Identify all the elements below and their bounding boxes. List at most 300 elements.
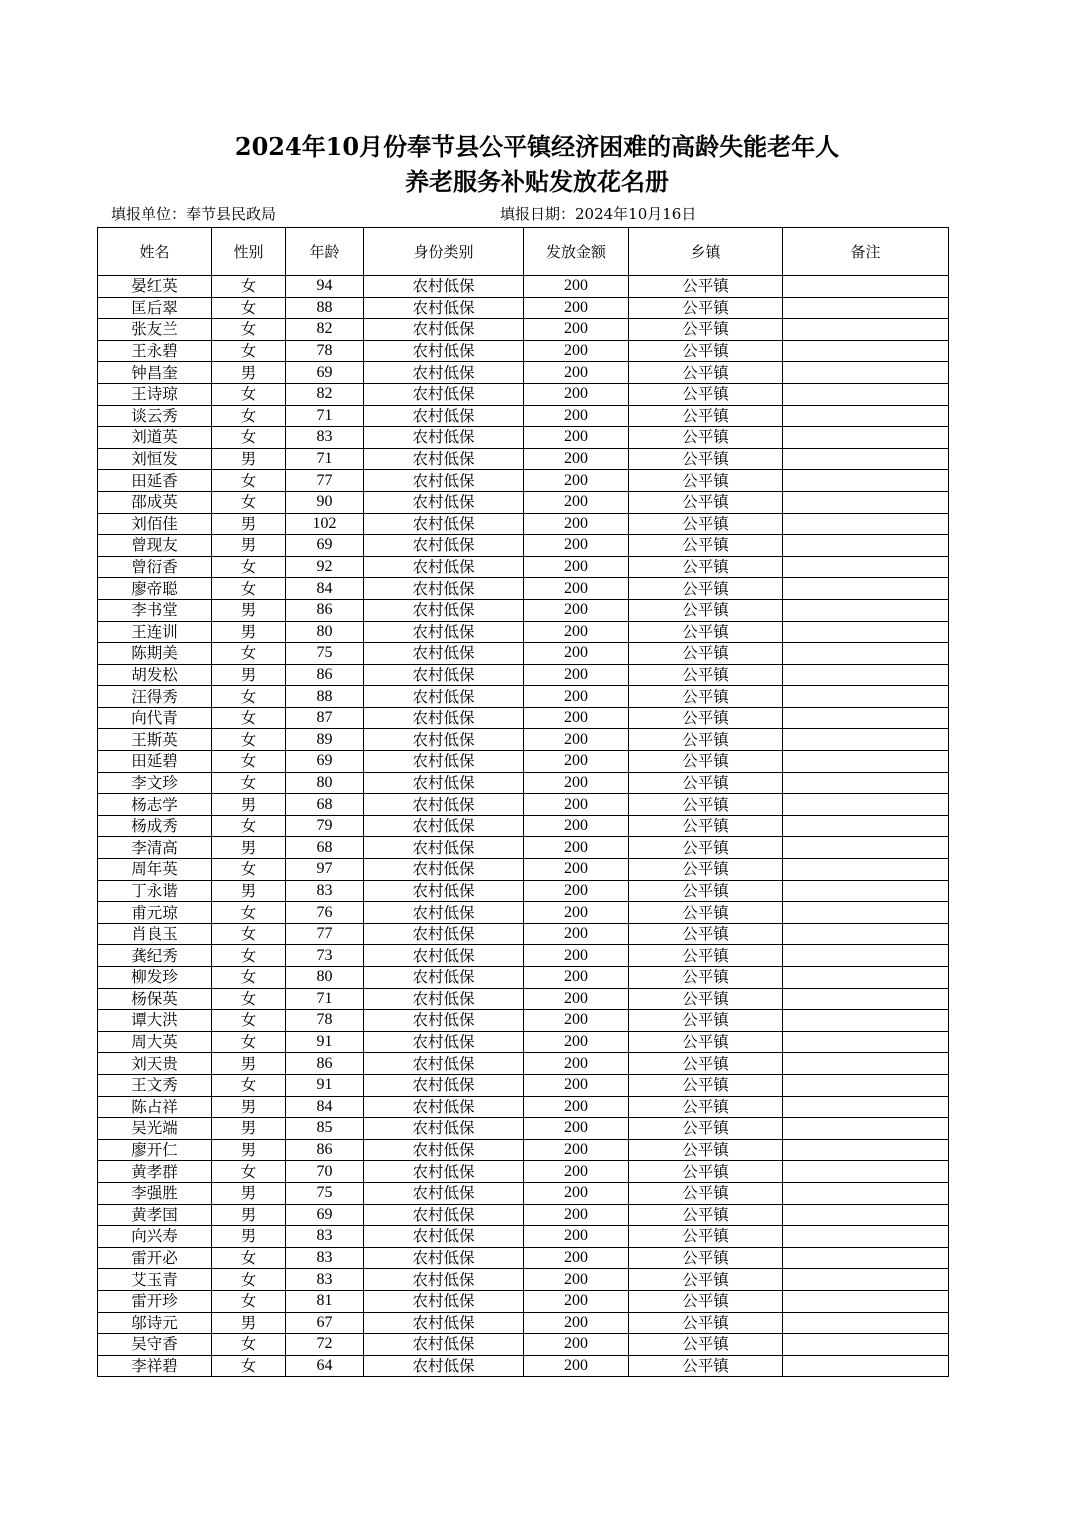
cell-gender: 男 (212, 1139, 286, 1161)
cell-name: 肖良玉 (98, 923, 212, 945)
cell-remarks (783, 686, 949, 708)
table-row (98, 1355, 949, 1377)
cell-identity-type: 农村低保 (364, 643, 524, 665)
table-row (98, 578, 949, 600)
table-row (98, 535, 949, 557)
cell-amount: 200 (524, 1290, 629, 1312)
cell-identity-type: 农村低保 (364, 1096, 524, 1118)
table-row (98, 1161, 949, 1183)
cell-amount: 200 (524, 535, 629, 557)
table-row (98, 1226, 949, 1248)
cell-gender: 女 (212, 967, 286, 989)
cell-identity-type: 农村低保 (364, 535, 524, 557)
cell-gender: 男 (212, 513, 286, 535)
cell-name: 王永碧 (98, 340, 212, 362)
cell-identity-type: 农村低保 (364, 470, 524, 492)
table-row (98, 621, 949, 643)
cell-township: 公平镇 (629, 686, 783, 708)
cell-identity-type: 农村低保 (364, 297, 524, 319)
cell-gender: 女 (212, 923, 286, 945)
cell-gender: 男 (212, 599, 286, 621)
cell-remarks (783, 1031, 949, 1053)
cell-gender: 女 (212, 1269, 286, 1291)
cell-name: 刘恒发 (98, 448, 212, 470)
cell-identity-type: 农村低保 (364, 513, 524, 535)
cell-township: 公平镇 (629, 707, 783, 729)
cell-identity-type: 农村低保 (364, 1226, 524, 1248)
cell-name: 甫元琼 (98, 902, 212, 924)
cell-name: 邬诗元 (98, 1312, 212, 1334)
cell-gender: 女 (212, 643, 286, 665)
cell-identity-type: 农村低保 (364, 1247, 524, 1269)
table-row (98, 340, 949, 362)
cell-remarks (783, 923, 949, 945)
cell-amount: 200 (524, 664, 629, 686)
cell-identity-type: 农村低保 (364, 988, 524, 1010)
cell-amount: 200 (524, 1247, 629, 1269)
cell-township: 公平镇 (629, 427, 783, 449)
cell-township: 公平镇 (629, 340, 783, 362)
cell-remarks (783, 340, 949, 362)
cell-township: 公平镇 (629, 319, 783, 341)
cell-name: 陈期美 (98, 643, 212, 665)
cell-remarks (783, 1355, 949, 1377)
cell-amount: 200 (524, 1096, 629, 1118)
cell-township: 公平镇 (629, 664, 783, 686)
cell-identity-type: 农村低保 (364, 578, 524, 600)
document-title-line1: 2024年10月份奉节县公平镇经济困难的高龄失能老年人 (234, 132, 840, 161)
cell-township: 公平镇 (629, 988, 783, 1010)
table-row (98, 319, 949, 341)
table-row (98, 1118, 949, 1140)
cell-township: 公平镇 (629, 1290, 783, 1312)
cell-gender: 女 (212, 383, 286, 405)
cell-name: 陈占祥 (98, 1096, 212, 1118)
cell-amount: 200 (524, 902, 629, 924)
table-row (98, 945, 949, 967)
table-row (98, 729, 949, 751)
cell-age: 91 (286, 1031, 364, 1053)
cell-gender: 女 (212, 1161, 286, 1183)
cell-name: 胡发松 (98, 664, 212, 686)
table-row (98, 1031, 949, 1053)
cell-amount: 200 (524, 729, 629, 751)
cell-amount: 200 (524, 1355, 629, 1377)
cell-remarks (783, 621, 949, 643)
cell-township: 公平镇 (629, 1139, 783, 1161)
cell-remarks (783, 1118, 949, 1140)
cell-age: 79 (286, 815, 364, 837)
cell-remarks (783, 491, 949, 513)
cell-remarks (783, 448, 949, 470)
table-row (98, 1182, 949, 1204)
cell-remarks (783, 535, 949, 557)
cell-name: 汪得秀 (98, 686, 212, 708)
header-identity-type: 身份类别 (364, 228, 524, 276)
cell-township: 公平镇 (629, 967, 783, 989)
cell-age: 77 (286, 923, 364, 945)
header-name: 姓名 (98, 228, 212, 276)
table-row (98, 643, 949, 665)
cell-gender: 女 (212, 707, 286, 729)
cell-age: 70 (286, 1161, 364, 1183)
cell-name: 田延碧 (98, 751, 212, 773)
table-row (98, 1139, 949, 1161)
cell-amount: 200 (524, 297, 629, 319)
cell-amount: 200 (524, 1010, 629, 1032)
cell-amount: 200 (524, 276, 629, 298)
cell-township: 公平镇 (629, 751, 783, 773)
cell-amount: 200 (524, 1334, 629, 1356)
cell-gender: 女 (212, 405, 286, 427)
cell-township: 公平镇 (629, 1118, 783, 1140)
cell-township: 公平镇 (629, 794, 783, 816)
cell-remarks (783, 1290, 949, 1312)
cell-amount: 200 (524, 967, 629, 989)
cell-gender: 男 (212, 664, 286, 686)
cell-remarks (783, 902, 949, 924)
cell-remarks (783, 1182, 949, 1204)
cell-gender: 女 (212, 319, 286, 341)
cell-amount: 200 (524, 1053, 629, 1075)
cell-gender: 女 (212, 470, 286, 492)
cell-name: 周大英 (98, 1031, 212, 1053)
table-row (98, 297, 949, 319)
cell-gender: 女 (212, 902, 286, 924)
cell-township: 公平镇 (629, 772, 783, 794)
cell-remarks (783, 664, 949, 686)
cell-township: 公平镇 (629, 578, 783, 600)
cell-identity-type: 农村低保 (364, 383, 524, 405)
table-row (98, 405, 949, 427)
cell-remarks (783, 1096, 949, 1118)
cell-identity-type: 农村低保 (364, 1161, 524, 1183)
cell-remarks (783, 556, 949, 578)
cell-name: 周年英 (98, 859, 212, 881)
cell-amount: 200 (524, 1118, 629, 1140)
cell-remarks (783, 1010, 949, 1032)
cell-age: 69 (286, 751, 364, 773)
cell-township: 公平镇 (629, 1204, 783, 1226)
cell-township: 公平镇 (629, 621, 783, 643)
cell-age: 87 (286, 707, 364, 729)
cell-township: 公平镇 (629, 1269, 783, 1291)
cell-remarks (783, 967, 949, 989)
cell-identity-type: 农村低保 (364, 1312, 524, 1334)
table-row (98, 815, 949, 837)
cell-age: 75 (286, 643, 364, 665)
cell-gender: 男 (212, 837, 286, 859)
table-row (98, 513, 949, 535)
cell-age: 102 (286, 513, 364, 535)
cell-age: 89 (286, 729, 364, 751)
cell-name: 李书堂 (98, 599, 212, 621)
cell-township: 公平镇 (629, 1247, 783, 1269)
cell-amount: 200 (524, 491, 629, 513)
cell-name: 丁永谐 (98, 880, 212, 902)
table-row (98, 383, 949, 405)
cell-remarks (783, 729, 949, 751)
table-row (98, 1074, 949, 1096)
fill-unit: 填报单位：奉节县民政局 (111, 205, 277, 223)
cell-remarks (783, 470, 949, 492)
cell-amount: 200 (524, 556, 629, 578)
cell-gender: 男 (212, 621, 286, 643)
table-row (98, 772, 949, 794)
cell-gender: 女 (212, 988, 286, 1010)
cell-age: 71 (286, 405, 364, 427)
cell-age: 68 (286, 837, 364, 859)
cell-township: 公平镇 (629, 859, 783, 881)
table-row (98, 276, 949, 298)
cell-identity-type: 农村低保 (364, 794, 524, 816)
cell-township: 公平镇 (629, 729, 783, 751)
cell-identity-type: 农村低保 (364, 1355, 524, 1377)
cell-township: 公平镇 (629, 556, 783, 578)
cell-name: 晏红英 (98, 276, 212, 298)
cell-gender: 男 (212, 1204, 286, 1226)
cell-gender: 女 (212, 1355, 286, 1377)
table-row (98, 902, 949, 924)
cell-gender: 女 (212, 1290, 286, 1312)
cell-township: 公平镇 (629, 297, 783, 319)
cell-gender: 女 (212, 859, 286, 881)
cell-amount: 200 (524, 1226, 629, 1248)
table-row (98, 1010, 949, 1032)
cell-identity-type: 农村低保 (364, 1334, 524, 1356)
cell-name: 王连训 (98, 621, 212, 643)
cell-gender: 女 (212, 1010, 286, 1032)
header-age: 年龄 (286, 228, 364, 276)
cell-identity-type: 农村低保 (364, 1204, 524, 1226)
cell-remarks (783, 362, 949, 384)
cell-age: 77 (286, 470, 364, 492)
cell-amount: 200 (524, 513, 629, 535)
cell-gender: 男 (212, 1226, 286, 1248)
cell-remarks (783, 1139, 949, 1161)
cell-amount: 200 (524, 923, 629, 945)
cell-age: 82 (286, 319, 364, 341)
cell-township: 公平镇 (629, 815, 783, 837)
cell-remarks (783, 1226, 949, 1248)
cell-gender: 男 (212, 1096, 286, 1118)
header-gender: 性别 (212, 228, 286, 276)
cell-remarks (783, 751, 949, 773)
cell-gender: 女 (212, 1247, 286, 1269)
fill-date: 填报日期：2024年10月16日 (500, 205, 697, 223)
cell-remarks (783, 772, 949, 794)
cell-remarks (783, 1074, 949, 1096)
cell-identity-type: 农村低保 (364, 1269, 524, 1291)
cell-age: 83 (286, 1226, 364, 1248)
cell-name: 刘道英 (98, 427, 212, 449)
cell-age: 75 (286, 1182, 364, 1204)
cell-name: 艾玉青 (98, 1269, 212, 1291)
cell-amount: 200 (524, 340, 629, 362)
cell-township: 公平镇 (629, 902, 783, 924)
cell-remarks (783, 405, 949, 427)
cell-name: 杨保英 (98, 988, 212, 1010)
cell-identity-type: 农村低保 (364, 1031, 524, 1053)
cell-gender: 男 (212, 880, 286, 902)
table-row (98, 1290, 949, 1312)
table-row (98, 1053, 949, 1075)
cell-name: 李文珍 (98, 772, 212, 794)
cell-amount: 200 (524, 1182, 629, 1204)
cell-age: 83 (286, 1247, 364, 1269)
table-row (98, 1312, 949, 1334)
cell-name: 廖开仁 (98, 1139, 212, 1161)
cell-age: 80 (286, 967, 364, 989)
cell-gender: 男 (212, 1053, 286, 1075)
table-row (98, 427, 949, 449)
cell-township: 公平镇 (629, 1031, 783, 1053)
cell-gender: 女 (212, 1031, 286, 1053)
cell-age: 71 (286, 448, 364, 470)
cell-remarks (783, 297, 949, 319)
cell-amount: 200 (524, 427, 629, 449)
cell-township: 公平镇 (629, 923, 783, 945)
cell-name: 向代青 (98, 707, 212, 729)
cell-amount: 200 (524, 772, 629, 794)
cell-name: 邵成英 (98, 491, 212, 513)
cell-remarks (783, 988, 949, 1010)
cell-name: 张友兰 (98, 319, 212, 341)
table-row (98, 707, 949, 729)
cell-name: 钟昌奎 (98, 362, 212, 384)
cell-name: 王诗琼 (98, 383, 212, 405)
cell-gender: 女 (212, 340, 286, 362)
cell-gender: 女 (212, 491, 286, 513)
cell-age: 73 (286, 945, 364, 967)
cell-name: 田延香 (98, 470, 212, 492)
cell-name: 雷开必 (98, 1247, 212, 1269)
table-row (98, 448, 949, 470)
cell-amount: 200 (524, 751, 629, 773)
cell-remarks (783, 643, 949, 665)
cell-identity-type: 农村低保 (364, 621, 524, 643)
table-row (98, 664, 949, 686)
cell-name: 雷开珍 (98, 1290, 212, 1312)
cell-gender: 女 (212, 276, 286, 298)
table-row (98, 837, 949, 859)
cell-remarks (783, 513, 949, 535)
cell-gender: 女 (212, 729, 286, 751)
cell-age: 90 (286, 491, 364, 513)
cell-township: 公平镇 (629, 945, 783, 967)
cell-age: 83 (286, 427, 364, 449)
cell-remarks (783, 859, 949, 881)
cell-age: 80 (286, 772, 364, 794)
cell-age: 86 (286, 1053, 364, 1075)
cell-identity-type: 农村低保 (364, 276, 524, 298)
cell-age: 76 (286, 902, 364, 924)
cell-age: 81 (286, 1290, 364, 1312)
cell-identity-type: 农村低保 (364, 837, 524, 859)
table-row (98, 1247, 949, 1269)
table-header-row (98, 228, 949, 276)
cell-gender: 女 (212, 686, 286, 708)
cell-remarks (783, 707, 949, 729)
cell-identity-type: 农村低保 (364, 1074, 524, 1096)
cell-name: 黄孝国 (98, 1204, 212, 1226)
cell-township: 公平镇 (629, 276, 783, 298)
cell-age: 69 (286, 362, 364, 384)
cell-amount: 200 (524, 880, 629, 902)
cell-gender: 男 (212, 1312, 286, 1334)
cell-identity-type: 农村低保 (364, 340, 524, 362)
cell-age: 86 (286, 599, 364, 621)
cell-age: 69 (286, 1204, 364, 1226)
table-row (98, 686, 949, 708)
cell-remarks (783, 276, 949, 298)
cell-name: 谭大洪 (98, 1010, 212, 1032)
cell-gender: 男 (212, 1118, 286, 1140)
cell-identity-type: 农村低保 (364, 319, 524, 341)
cell-identity-type: 农村低保 (364, 707, 524, 729)
cell-amount: 200 (524, 815, 629, 837)
cell-township: 公平镇 (629, 362, 783, 384)
cell-township: 公平镇 (629, 1010, 783, 1032)
cell-amount: 200 (524, 1269, 629, 1291)
cell-age: 72 (286, 1334, 364, 1356)
cell-name: 李强胜 (98, 1182, 212, 1204)
cell-amount: 200 (524, 859, 629, 881)
cell-gender: 男 (212, 1182, 286, 1204)
cell-age: 84 (286, 578, 364, 600)
cell-township: 公平镇 (629, 1161, 783, 1183)
cell-age: 85 (286, 1118, 364, 1140)
cell-name: 杨成秀 (98, 815, 212, 837)
table-row (98, 923, 949, 945)
cell-age: 88 (286, 297, 364, 319)
cell-name: 李祥碧 (98, 1355, 212, 1377)
cell-name: 向兴寿 (98, 1226, 212, 1248)
cell-township: 公平镇 (629, 837, 783, 859)
cell-age: 91 (286, 1074, 364, 1096)
cell-identity-type: 农村低保 (364, 772, 524, 794)
cell-township: 公平镇 (629, 470, 783, 492)
cell-name: 王斯英 (98, 729, 212, 751)
cell-identity-type: 农村低保 (364, 664, 524, 686)
table-row (98, 599, 949, 621)
header-amount: 发放金额 (524, 228, 629, 276)
cell-gender: 女 (212, 427, 286, 449)
cell-name: 廖帝聪 (98, 578, 212, 600)
cell-name: 刘佰佳 (98, 513, 212, 535)
cell-amount: 200 (524, 405, 629, 427)
cell-township: 公平镇 (629, 643, 783, 665)
cell-name: 吴光端 (98, 1118, 212, 1140)
cell-age: 97 (286, 859, 364, 881)
cell-remarks (783, 945, 949, 967)
cell-gender: 女 (212, 1334, 286, 1356)
cell-identity-type: 农村低保 (364, 1182, 524, 1204)
cell-amount: 200 (524, 470, 629, 492)
cell-township: 公平镇 (629, 1312, 783, 1334)
cell-amount: 200 (524, 448, 629, 470)
cell-amount: 200 (524, 1139, 629, 1161)
cell-identity-type: 农村低保 (364, 1139, 524, 1161)
cell-identity-type: 农村低保 (364, 815, 524, 837)
cell-gender: 女 (212, 815, 286, 837)
cell-remarks (783, 794, 949, 816)
cell-gender: 男 (212, 362, 286, 384)
cell-amount: 200 (524, 837, 629, 859)
cell-age: 86 (286, 1139, 364, 1161)
table-row (98, 556, 949, 578)
cell-township: 公平镇 (629, 491, 783, 513)
